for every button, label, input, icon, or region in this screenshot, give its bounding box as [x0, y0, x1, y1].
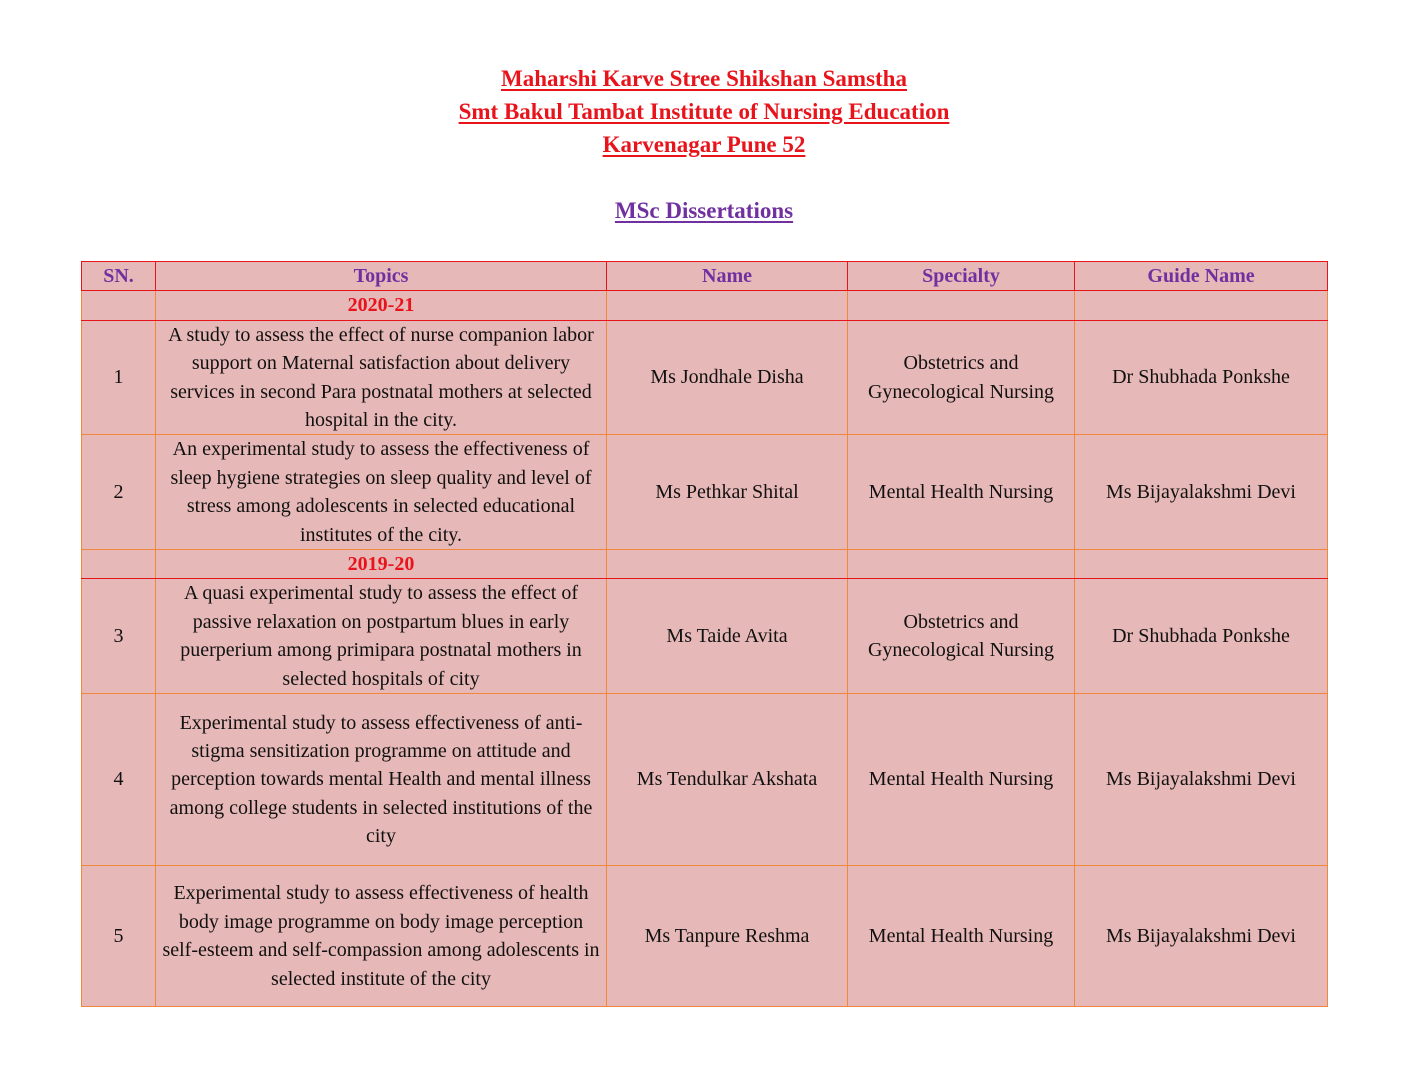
- dissertations-table: [81, 261, 1328, 1007]
- serial-number: 1: [82, 320, 156, 435]
- table-row: [82, 320, 1328, 435]
- serial-number: 4: [82, 694, 156, 866]
- empty-cell: [607, 291, 848, 320]
- empty-cell: [848, 291, 1075, 320]
- table-row: [82, 866, 1328, 1007]
- student-name: Ms Pethkar Shital: [607, 435, 848, 550]
- topic-cell: Experimental study to assess effectiveness of health body image programme on body image perception self-esteem and self-compassion among adolescents in selected institute of the city: [156, 866, 607, 1007]
- institution-address: Karvenagar Pune 52: [602, 132, 806, 157]
- specialty-cell: Mental Health Nursing: [848, 866, 1075, 1007]
- table-row: [82, 579, 1328, 694]
- topic-cell: Experimental study to assess effectiveness of anti-stigma sensitization programme on attitude and perception towards mental Health and mental illness among college students in selected institutions of the city: [156, 694, 607, 866]
- column-header-topics: Topics: [156, 262, 607, 291]
- student-name: Ms Tanpure Reshma: [607, 866, 848, 1007]
- empty-cell: [1075, 550, 1328, 579]
- serial-number: 5: [82, 866, 156, 1007]
- empty-cell: [1075, 291, 1328, 320]
- empty-cell: [607, 550, 848, 579]
- specialty-cell: Obstetrics and Gynecological Nursing: [848, 320, 1075, 435]
- serial-number: 2: [82, 435, 156, 550]
- column-header-specialty: Specialty: [848, 262, 1075, 291]
- student-name: Ms Tendulkar Akshata: [607, 694, 848, 866]
- specialty-cell: Obstetrics and Gynecological Nursing: [848, 579, 1075, 694]
- specialty-cell: Mental Health Nursing: [848, 694, 1075, 866]
- institute-name: Smt Bakul Tambat Institute of Nursing Education: [458, 99, 950, 124]
- table-row: [82, 694, 1328, 866]
- column-header-guide-name: Guide Name: [1075, 262, 1328, 291]
- column-header-name: Name: [607, 262, 848, 291]
- topic-cell: A quasi experimental study to assess the effect of passive relaxation on postpartum blues in early puerperium among primipara postnatal mothers in selected hospitals of city: [156, 579, 607, 694]
- guide-name: Dr Shubhada Ponkshe: [1075, 320, 1328, 435]
- institution-header: [0, 62, 1408, 161]
- year-label: 2020-21: [156, 291, 607, 320]
- topic-cell: A study to assess the effect of nurse companion labor support on Maternal satisfaction about delivery services in second Para postnatal mothers at selected hospital in the city.: [156, 320, 607, 435]
- empty-cell: [848, 550, 1075, 579]
- guide-name: Ms Bijayalakshmi Devi: [1075, 694, 1328, 866]
- table-row: [82, 435, 1328, 550]
- year-label: 2019-20: [156, 550, 607, 579]
- column-header-sn: SN.: [82, 262, 156, 291]
- student-name: Ms Taide Avita: [607, 579, 848, 694]
- student-name: Ms Jondhale Disha: [607, 320, 848, 435]
- serial-number: 3: [82, 579, 156, 694]
- institution-name: Maharshi Karve Stree Shikshan Samstha: [501, 66, 907, 91]
- guide-name: Dr Shubhada Ponkshe: [1075, 579, 1328, 694]
- year-group-row: [82, 550, 1328, 579]
- topic-cell: An experimental study to assess the effectiveness of sleep hygiene strategies on sleep quality and level of stress among adolescents in selected educational institutes of the city.: [156, 435, 607, 550]
- specialty-cell: Mental Health Nursing: [848, 435, 1075, 550]
- guide-name: Ms Bijayalakshmi Devi: [1075, 866, 1328, 1007]
- guide-name: Ms Bijayalakshmi Devi: [1075, 435, 1328, 550]
- year-group-row: [82, 291, 1328, 320]
- empty-cell: [82, 291, 156, 320]
- table-header-row: [82, 262, 1328, 291]
- empty-cell: [82, 550, 156, 579]
- document-title: MSc Dissertations: [614, 198, 794, 223]
